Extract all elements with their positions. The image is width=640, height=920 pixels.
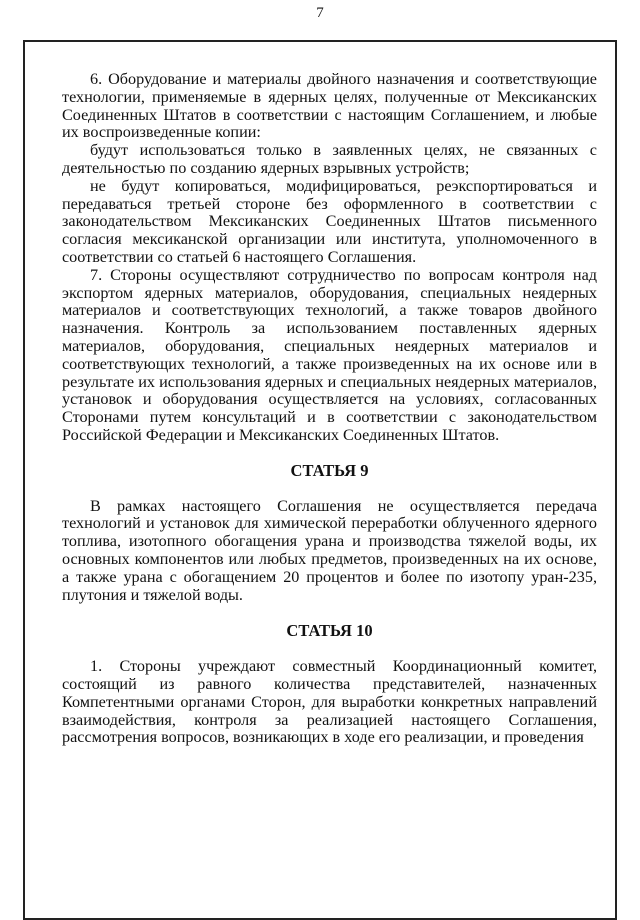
page-number: 7 — [316, 5, 324, 21]
paragraph-6-item-2: не будут копироваться, модифицироваться, реэкспортироваться и передаваться третьей стороне без оформленного в соответствии с законодательством Мексиканских Соединенных Штатов письменного согласия мексиканской организации или института, уполномоченного в соответствии со статьей 6 настоящего Соглашения. — [62, 176, 597, 266]
article-10-heading: СТАТЬЯ 10 — [286, 621, 373, 641]
paragraph-7: 7. Стороны осуществляют сотрудничество по вопросам контроля над экспортом ядерных материалов, оборудования, специальных неядерных материалов и соответствующих технологий, а также товаров двойного назначения. Контроль за использованием поставленных ядерных материалов, оборудования, специальных неядерных материалов и соответствующих технологий, а также произведенных на их основе или в результате их использования ядерных и специальных неядерных материалов, установок и оборудования осуществляется на условиях, согласованных Сторонами путем консультаций и в соответствии с законодательством Российской Федерации и Мексиканских Соединенных Штатов. — [62, 265, 597, 444]
article-9-heading: СТАТЬЯ 9 — [290, 460, 369, 480]
article-9-text: В рамках настоящего Соглашения не осуществляется передача технологий и установок для химической переработки облученного ядерного топлива, изотопного обогащения урана и производства тяжелой воды, их основных компонентов или любых предметов, произведенных на их основе, а также урана с обогащением 20 процентов и более по изотопу уран-235, плутония и тяжелой воды. — [62, 496, 597, 604]
paragraph-6-intro: 6. Оборудование и материалы двойного назначения и соответствующие технологии, применяемые в ядерных целях, полученные от Мексиканских Соединенных Штатов в соответствии с настоящим Соглашением, и любые их воспроизведенные копии: — [62, 70, 597, 142]
paragraph-6-item-1: будут использоваться только в заявленных целях, не связанных с деятельностью по созданию ядерных взрывных устройств; — [62, 141, 597, 177]
document-body — [62, 71, 597, 747]
article-10-paragraph-1: 1. Стороны учреждают совместный Координационный комитет, состоящий из равного количества представителей, назначенных Компетентными органами Сторон, для выработки конкретных направлений взаимодействия, контроля за реализацией настоящего Соглашения, рассмотрения вопросов, возникающих в ходе его реализации, и проведения — [62, 657, 597, 747]
